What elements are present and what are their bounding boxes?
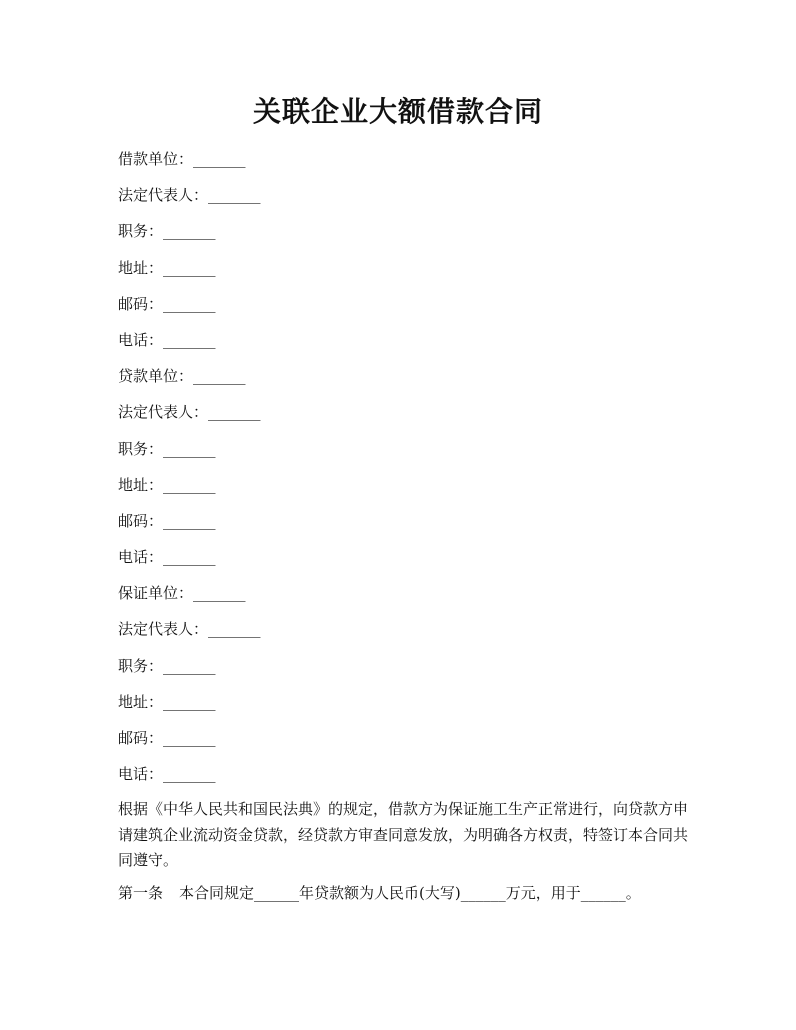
field-label: 地址： [118,258,164,277]
field-row [118,508,688,544]
field-value: _______ [208,403,261,422]
field-label: 法定代表人： [118,620,209,639]
article-number: 第一条 [118,884,164,902]
field-value: _______ [163,330,216,349]
field-label: 保证单位： [118,584,194,603]
field-row [118,616,688,652]
field-row [118,472,688,508]
field-value: _______ [163,765,216,784]
preamble-paragraph: 根据《中华人民共和国民法典》的规定，借款方为保证施工生产正常进行，向贷款方申请建筑企业流动资金贷款，经贷款方审查同意发放，为明确各方权责，特签订本合同共同遵守。 [118,800,689,869]
field-value: _______ [193,584,246,603]
field-label: 借款单位： [118,150,194,168]
field-value: _______ [163,475,216,494]
field-row [118,363,688,399]
field-label: 地址： [118,475,164,494]
field-row [118,580,688,616]
field-label: 职务： [118,439,164,458]
field-label: 邮码： [118,294,164,313]
field-row [118,255,688,291]
field-row [118,146,688,182]
field-value: _______ [163,294,216,313]
field-row [118,544,688,580]
field-row [118,182,688,218]
field-label: 邮码： [118,729,164,747]
field-row [118,291,688,327]
field-value: _______ [163,656,216,675]
document-title: 关联企业大额借款合同 [252,95,543,128]
article-text: 本合同规定______年贷款额为人民币(大写)______万元，用于______。 [179,884,641,902]
field-row [118,399,688,435]
party-fields [118,146,688,797]
field-row [118,725,688,761]
field-row [118,436,688,472]
field-label: 电话： [118,548,164,567]
field-label: 法定代表人： [118,186,209,205]
field-row [118,689,688,725]
field-label: 职务： [118,656,164,675]
field-label: 电话： [118,330,164,349]
field-row [118,653,688,689]
field-value: _______ [163,439,216,458]
field-row [118,218,688,254]
field-row [118,761,688,797]
field-value: _______ [163,729,216,747]
field-value: _______ [163,511,216,530]
field-label: 职务： [118,222,164,241]
field-label: 贷款单位： [118,367,194,386]
article-1 [118,880,688,906]
field-value: _______ [208,620,261,639]
field-value: _______ [163,222,216,241]
field-value: _______ [163,548,216,567]
field-value: _______ [208,186,261,205]
field-label: 地址： [118,692,164,711]
field-value: _______ [163,258,216,277]
field-label: 电话： [118,765,164,784]
field-value: _______ [193,367,246,386]
field-value: _______ [193,150,246,168]
field-row [118,327,688,363]
field-value: _______ [163,692,216,711]
field-label: 邮码： [118,511,164,530]
field-label: 法定代表人： [118,403,209,422]
